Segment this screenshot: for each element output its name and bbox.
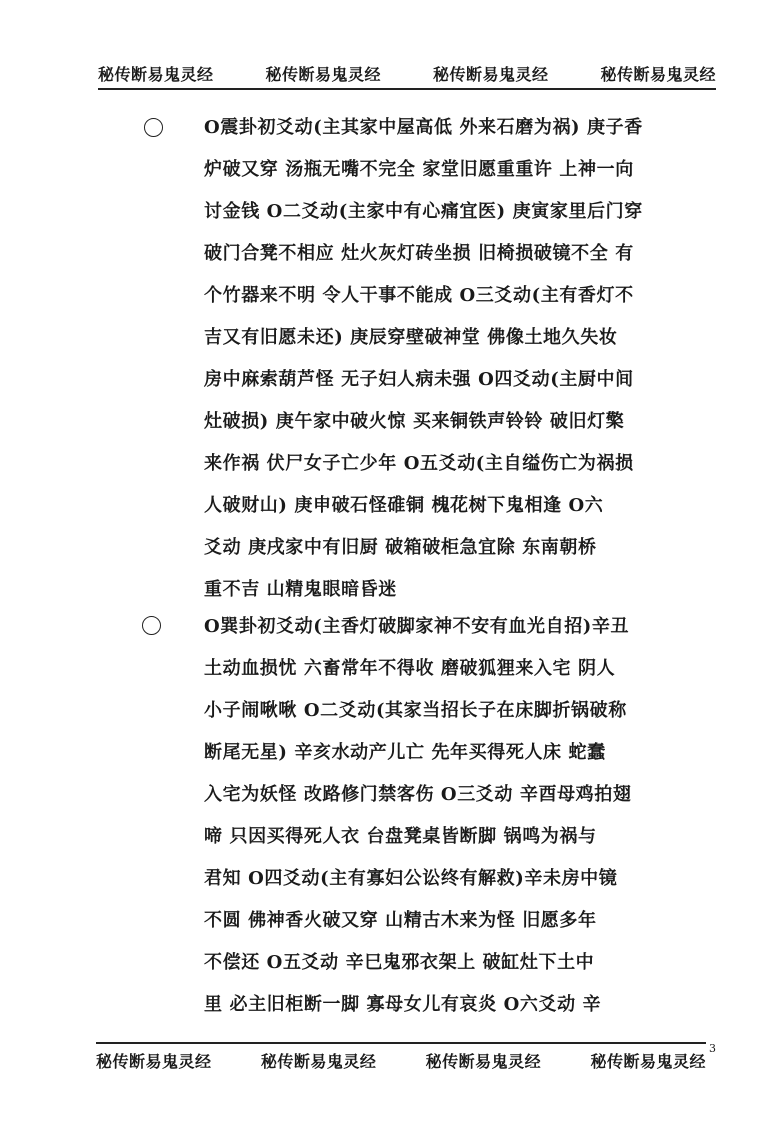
running-header	[98, 58, 716, 90]
text-line: 吉又有旧愿未还) 庚辰穿壁破神堂 佛像土地久失妆	[204, 327, 618, 348]
xun-hexagram-entry	[204, 613, 724, 1033]
text-line: 爻动 庚戌家中有旧厨 破箱破柜急宜除 东南朝桥	[204, 537, 597, 558]
header-title: 秘传断易鬼灵经	[98, 64, 214, 84]
circle-bullet-icon	[144, 118, 163, 137]
text-line: 来作祸 伏尸女子亡少年 O五爻动(主自缢伤亡为祸损	[204, 453, 634, 474]
text-line: 君知 O四爻动(主有寡妇公讼终有解救)辛未房中镜	[204, 868, 618, 889]
header-title: 秘传断易鬼灵经	[432, 64, 549, 84]
header-title: 秘传断易鬼灵经	[600, 64, 716, 84]
text-line: 啼 只因买得死人衣 台盘凳桌皆断脚 锅鸣为祸与	[204, 826, 597, 847]
footer-title: 秘传断易鬼灵经	[590, 1051, 706, 1071]
text-line: 人破财山) 庚申破石怪碓铜 槐花树下鬼相逢 O六	[204, 495, 604, 516]
zhen-hexagram-entry	[204, 114, 724, 618]
text-line: 小子闹啾啾 O二爻动(其家当招长子在床脚折锅破称	[204, 700, 627, 721]
text-line: O震卦初爻动(主其家中屋高低 外来石磨为祸) 庚子香	[204, 117, 643, 138]
running-footer	[96, 1042, 706, 1076]
footer-title: 秘传断易鬼灵经	[96, 1051, 212, 1071]
text-line: 灶破损) 庚午家中破火惊 买来铜铁声铃铃 破旧灯檠	[204, 411, 625, 432]
text-line: 破门合凳不相应 灶火灰灯砖坐损 旧椅损破镜不全 有	[204, 243, 634, 264]
text-line: 不偿还 O五爻动 辛巳鬼邪衣架上 破缸灶下土中	[204, 952, 595, 973]
footer-title: 秘传断易鬼灵经	[425, 1051, 542, 1071]
header-title: 秘传断易鬼灵经	[265, 64, 381, 84]
footer-title: 秘传断易鬼灵经	[260, 1051, 377, 1071]
text-line: 房中麻索葫芦怪 无子妇人病未强 O四爻动(主厨中间	[204, 369, 634, 390]
text-line: 个竹器来不明 令人干事不能成 O三爻动(主有香灯不	[204, 285, 634, 306]
text-line: 土动血损忧 六畜常年不得收 磨破狐狸来入宅 阴人	[204, 658, 616, 679]
text-line: 断尾无星) 辛亥水动产儿亡 先年买得死人床 蛇蠢	[204, 742, 606, 763]
text-line: 炉破又穿 汤瓶无嘴不完全 家堂旧愿重重许 上神一向	[204, 159, 634, 180]
text-line: O巽卦初爻动(主香灯破脚家神不安有血光自招)辛丑	[204, 616, 630, 637]
text-line: 讨金钱 O二爻动(主家中有心痛宜医) 庚寅家里后门穿	[204, 201, 643, 222]
circle-bullet-icon	[142, 616, 161, 635]
text-line: 不圆 佛神香火破又穿 山精古木来为怪 旧愿多年	[204, 910, 597, 931]
text-line: 入宅为妖怪 改路修门禁客伤 O三爻动 辛酉母鸡拍翅	[204, 784, 632, 805]
text-line: 重不吉 山精鬼眼暗昏迷	[204, 579, 397, 600]
text-line: 里 必主旧柜断一脚 寡母女儿有哀炎 O六爻动 辛	[204, 994, 602, 1015]
page-number: 3	[709, 1042, 716, 1055]
